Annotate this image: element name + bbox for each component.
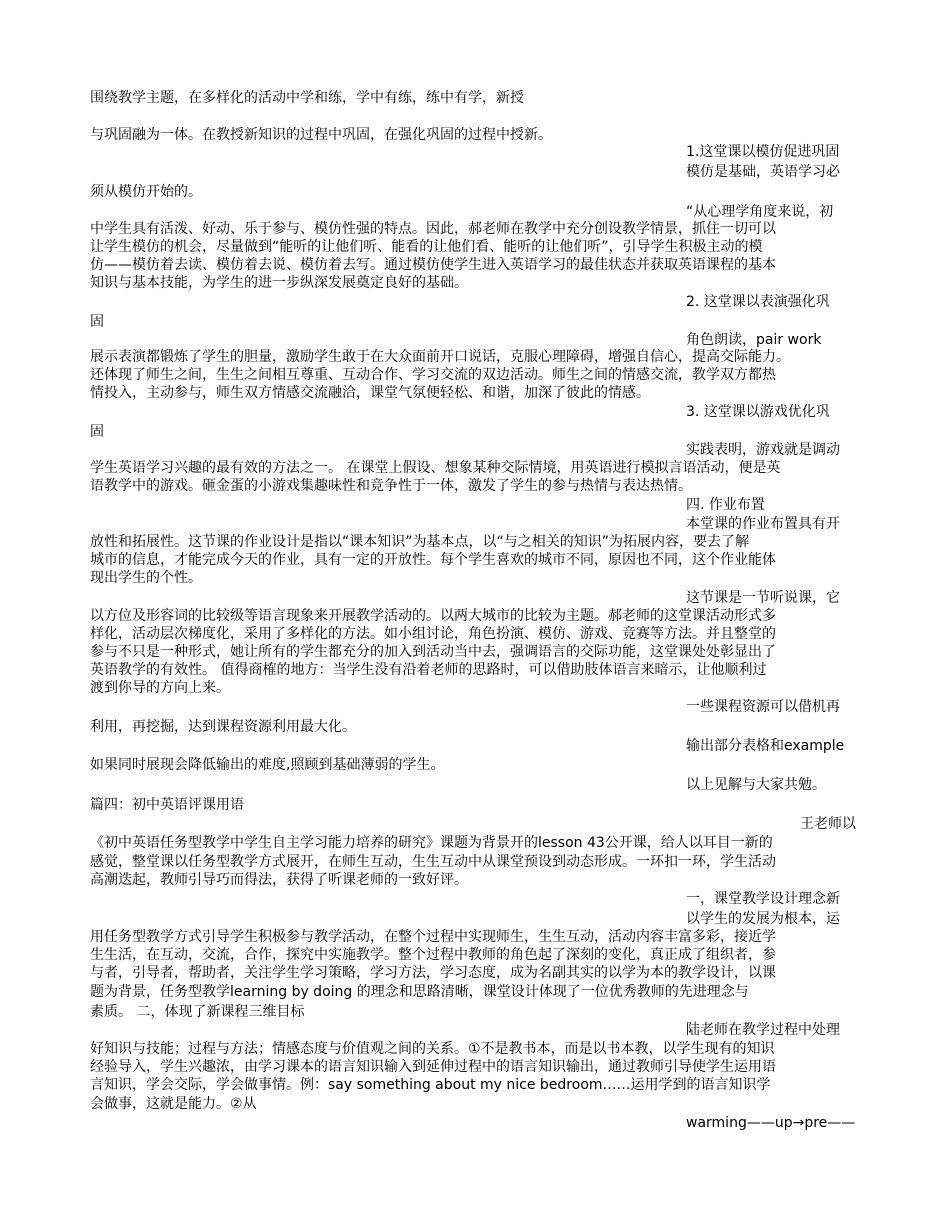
text-line: 会做事，这就是能力。②从 [90, 1096, 257, 1112]
text-line: 以学生的发展为根本，运 [686, 911, 840, 927]
text-line: 经验导入，学生兴趣浓，由学习课本的语言知识输入到延伸过程中的语言知识输出，通过教师引导使学生运用语 [90, 1059, 776, 1075]
text-line: 利用，再挖掘，达到课程资源利用最大化。 [90, 719, 356, 735]
text-line: 还体现了师生之间，生生之间相互尊重、互动合作、学习交流的双边活动。师生之间的情感交流，教学双方都热 [90, 367, 776, 383]
section-heading: 1.这堂课以模仿促进巩固 [686, 144, 840, 160]
text-line: 展示表演都锻炼了学生的胆量，激励学生敢于在大众面前开口说话，克服心理障碍，增强自信心，提高交际能力。 [90, 349, 790, 365]
text-line: 固 [90, 424, 104, 440]
text-line: 生生活，在互动，交流，合作，探究中实施教学。整个过程中教师的角色起了深刻的变化，真正成了组织者，参 [90, 947, 776, 963]
text-line: 素质。 二，体现了新课程三维目标 [90, 1004, 305, 1020]
text-line: 题为背景，任务型教学learning by doing 的理念和思路清晰，课堂设计体现了一位优秀教师的先进理念与 [90, 984, 749, 1000]
text-line: 《初中英语任务型教学中学生自主学习能力培养的研究》课题为背景开的lesson 43公开课，给人以耳目一新的 [90, 835, 773, 851]
text-line: 中学生具有活泼、好动、乐于参与、模仿性强的特点。因此，郝老师在教学中充分创设教学情景，抓住一切可以 [90, 221, 776, 237]
section-heading: 2. 这堂课以表演强化巩 [686, 294, 830, 310]
text-line: 角色朗读，pair work [686, 332, 822, 348]
text-line: 语教学中的游戏。砸金蛋的小游戏集趣味性和竞争性于一体，激发了学生的参与热情与表达热情。 [90, 478, 692, 494]
text-line: “从心理学角度来说，初 [686, 204, 834, 220]
text-line: 围绕教学主题，在多样化的活动中学和练，学中有练，练中有学，新授 [90, 90, 524, 106]
text-line: 学生英语学习兴趣的最有效的方法之一。 在课堂上假设、想象某种交际情境，用英语进行模拟言语活动，便是英 [90, 460, 781, 476]
text-line: 渡到你导的方向上来。 [90, 680, 230, 696]
text-line: 以上见解与大家共勉。 [686, 777, 826, 793]
text-line: 固 [90, 314, 104, 330]
text-line: 如果同时展现会降低输出的难度,照顾到基础薄弱的学生。 [90, 757, 445, 773]
text-line: 情投入，主动参与，师生双方情感交流融洽，课堂气氛便轻松、和谐，加深了彼此的情感。 [90, 385, 650, 401]
text-line: 本堂课的作业布置具有开 [686, 516, 840, 532]
text-line: 一些课程资源可以借机再 [686, 699, 840, 715]
text-line: 用任务型教学方式引导学生积极参与教学活动，在整个过程中实现师生，生生互动，活动内容丰富多彩，接近学 [90, 929, 776, 945]
text-line: 高潮迭起，教师引导巧而得法，获得了听课老师的一致好评。 [90, 872, 468, 888]
text-line: 言知识，学会交际，学会做事情。例：say something about my nice bedroom……运用学到的语言知识学 [90, 1077, 771, 1093]
text-line: 输出部分表格和example [686, 738, 845, 754]
section-heading: 一，课堂教学设计理念新 [686, 891, 840, 907]
section-heading: 3. 这堂课以游戏优化巩 [686, 404, 830, 420]
article-title: 篇四：初中英语评课用语 [90, 797, 244, 813]
text-line: 样化，活动层次梯度化，采用了多样化的方法。如小组讨论，角色扮演、模仿、游戏、竞赛等方法。并且整堂的 [90, 626, 776, 642]
text-line: 放性和拓展性。这节课的作业设计是指以“课本知识”为基本点，以“与之相关的知识”为拓展内容，要去了解 [90, 534, 750, 550]
text-line: 陆老师在教学过程中处理 [686, 1022, 840, 1038]
text-line: 须从模仿开始的。 [90, 184, 202, 200]
text-line: 实践表明，游戏就是调动 [686, 442, 840, 458]
text-line: 现出学生的个性。 [90, 570, 202, 586]
text-line: 好知识与技能；过程与方法；情感态度与价值观之间的关系。①不是教书本，而是以书本教，以学生现有的知识 [90, 1041, 775, 1057]
text-line: 模仿是基础，英语学习必 [686, 164, 840, 180]
text-line: 城市的信息，才能完成今天的作业，具有一定的开放性。每个学生喜欢的城市不同，原因也不同，这个作业能体 [90, 552, 776, 568]
text-line: 王老师以 [800, 816, 856, 832]
text-line: 英语教学的有效性。 值得商榷的地方：当学生没有沿着老师的思路时，可以借助肢体语言来暗示，让他顺利过 [90, 662, 767, 678]
text-line: 这节课是一节听说课，它 [686, 590, 840, 606]
text-line: 让学生模仿的机会，尽量做到“能听的让他们听、能看的让他们看、能听的让他们听”，引导学生积极主动的模 [90, 239, 763, 255]
text-line: 与者，引导者，帮助者，关注学生学习策略，学习方法，学习态度，成为名副其实的以学为本的教学设计，以课 [90, 965, 776, 981]
text-line: 感觉，整堂课以任务型教学方式展开，在师生互动，生生互动中从课堂预设到动态形成。一环扣一环，学生活动 [90, 854, 776, 870]
text-line: 知识与基本技能，为学生的进一步纵深发展奠定良好的基础。 [90, 275, 468, 291]
text-line: warming——up→pre—— [686, 1115, 856, 1131]
section-heading: 四. 作业布置 [686, 497, 765, 513]
text-line: 与巩固融为一体。在教授新知识的过程中巩固，在强化巩固的过程中授新。 [90, 127, 552, 143]
text-line: 仿——模仿着去读、模仿着去说、模仿着去写。通过模仿使学生进入英语学习的最佳状态并获取英语课程的基本 [90, 257, 776, 273]
text-line: 参与不只是一种形式，她让所有的学生都充分的加入到活动当中去，强调语言的交际功能，这堂课处处彰显出了 [90, 644, 776, 660]
text-line: 以方位及形容词的比较级等语言现象来开展教学活动的。以两大城市的比较为主题。郝老师的这堂课活动形式多 [90, 608, 776, 624]
